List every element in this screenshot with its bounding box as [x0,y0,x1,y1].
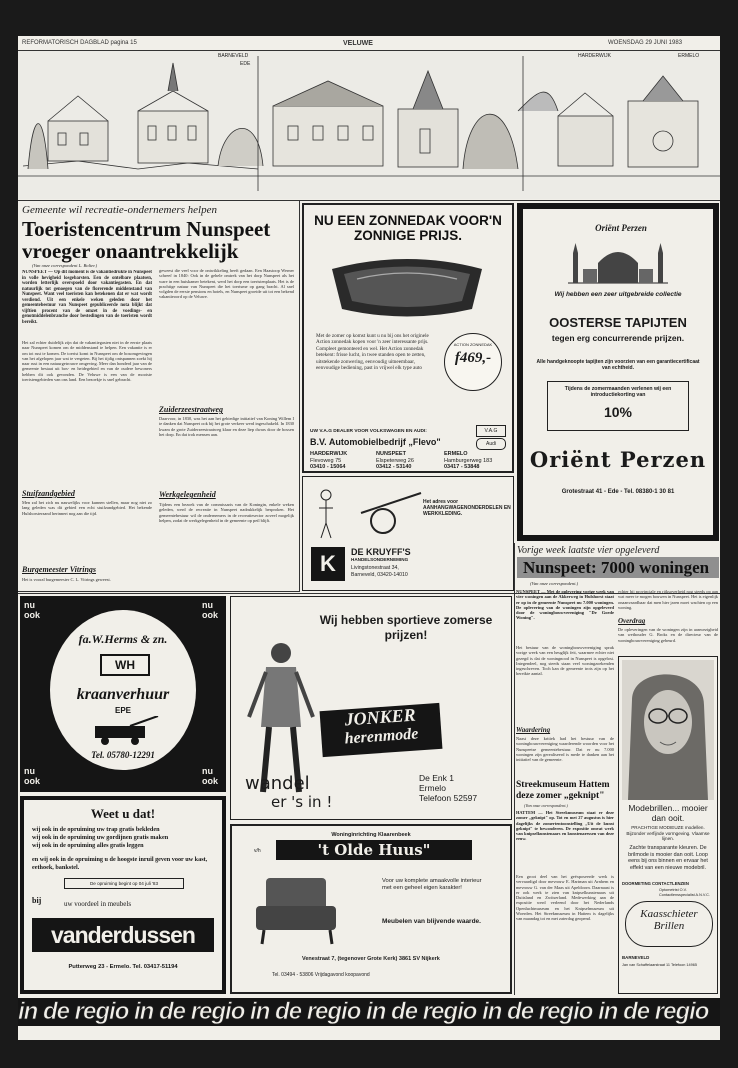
jonker-brand1: JONKER [343,704,417,730]
flevo-body: Met de zomer op komst kunt u nu bij ons het originele Action zonnedak kopen voor 'n zeer interessante prijs. Compleet gemonteerd en wel. Het Action zonnedak betekent: frisse lucht, in twee standen open te zetten, uitstekende zonwering, eenvoudig uitneembaar, eenvoudige bediening, past in vrijwel elk type auto [316,333,429,372]
article1-col1c: Het is vooral burgemeester C. L. Vitrings geweest. [22,577,111,582]
flevo-company: B.V. Automobielbedrijf „Flevo" [310,437,441,447]
trailer-icon [311,483,431,543]
oldehuus-prefix: v/h [254,848,261,854]
article1-subhead-zuiderzee: Zuiderzeestraatweg [159,405,223,414]
price-badge-top: ACTION ZONNEDAK [453,342,493,347]
herms-city: EPE [114,706,131,715]
oldehuus-text2: Meubelen van blijvende waarde. [382,918,481,925]
orient-discount-box [547,381,689,431]
article1-lead: NUNSPEET — Op dit moment is de vakantiedrukte in Nunspeet in volle hevigheid losgebarsten. Een de ontelbare plaatsen, worden letterlijk overspoeld door vakantiegasten. En dat natuurlijk tot genoegen van de florerende middenstand van Nunspeet. Want veel toeristen kan betekenen dat er wat wordt verdiend. Uit een enkele weken geleden door het gemeentebestuur van Nunspeet gepubliceerde nota blijkt dat vijftien procent van de omzet in de voedings- en genotmiddelenbranche door bestedingen van de toeristen wordt bereikt. [22,270,152,325]
article2-col2: echter bij provinciale en rijksoverheid nog steeds op aan wat meer te mogen bouwen in Nunspeet. Het is eigenlijk onaanvaardbaar dat men hier jaren moet wachten op een woning. [618,589,718,610]
ad-vanderdussen [20,796,226,994]
article1-col2b: Daarvoor, in 1830, was het aan het gebiedige initiatief van Koning Willem I te danken dat Nunspeet ook bij het grote verkeer werd ingeschakeld. In 1830 kwam de grote Zuiderzeestraatweg klaar en deze liep dwars door de bossen het dorp. En dat trok mensen aan. [159,416,294,437]
article2-col1b: Naast deze kritiek had het bestuur van de woningbouwvereniging waarderende woorden voor het Nunspeetse gemeentebestuur. Dat er nu 7.000 woningen zijn gerealiseerd is mede te danken aan het initiatief van de gemeente. [516,736,614,763]
sunroof-image [322,249,492,321]
jonker-slogan1: wandel [245,773,310,794]
kaas-headline: Modebrillen... mooier dan ooit. [628,803,708,823]
article3-lead: HATTEM — Het Streekmuseum staat er deze zomer „geknipt" op. Tot en met 27 augustus is hier dagelijks de zomertentoonstelling „Uit de kunst geknipt" te bewonderen. De expositie omvat werk van knipselkunstenaars en kunstenaressen van deze eeuw. [516,810,614,842]
jonker-brand2: herenmode [344,725,419,748]
audi-logo: Audi [476,438,506,450]
kaas-address: Jan van Schaffelaarstraat 11 Telefoon 14965 [622,963,697,967]
dussen-bar: De opruiming begint op 04 juli '83 [64,878,184,889]
illustration-label-4: ERMELO [678,53,700,59]
oldehuus-phone: Tel. 03494 - 53806 Vrijdagavond koopavond [272,972,370,978]
masthead-left: REFORMATORISCH DAGBLAD pagina 15 [22,40,137,46]
price-badge [444,333,502,391]
masthead-center: VELUWE [343,40,373,47]
dussen-headline: Weet u dat! [90,806,156,821]
orient-tagline: Wij hebben een zeer uitgebreide collectie [554,291,682,298]
kaas-city: BARNEVELD [622,955,650,960]
illustration-label-1: BARNEVELD [218,53,249,59]
ad-orient-perzen [517,203,719,541]
veluwe-towns-illustration [18,51,720,199]
article1-col2: geweest die veel voor de ontwikkeling heeft gedaan. Een Haastoop Werner schreef in 1840: Ook in de gehele omtrek van het dorp Nunspeet als het ware in een huiskamer betekent, werd het dorp een toeristenplaats. Het is de prachtige natuur van Nunspeet die het toerisme op gang bracht. Al snel volgden de eerste pensions en hotels, en Nunspeet groeide uit tot een bekend vakantieoord op de Veluwe. [159,268,294,300]
article2-col1: Het bestuur van de woningbouwvereniging sprak vorige week van een heuglijk feit, waarmee echter niet gezegd is dat de woningnood in Nunspeet is opgelost. Integendeel, nog steeds staan veel woningzoekenden ingeschreven. Toch kan de gemeente trots zijn op het bereikte aantal. [516,645,614,677]
kaas-logo [625,901,713,947]
woman-glasses-photo [622,660,714,800]
article1-subhead-burgemeester: Burgemeester Vitrings [22,565,97,574]
orient-discount-intro: Tijdens de zomermaanden verlenen wij een introductiekorting van [564,386,672,399]
article2-headline: Nunspeet: 7000 woningen [523,558,710,577]
orient-main: OOSTERSE TAPIJTEN [549,315,687,330]
oldehuus-brand: 't Olde Huus" [276,840,472,860]
article1-kicker: Gemeente wil recreatie-ondernemers helpen [22,204,217,216]
orient-address: Grotestraat 41 - Ede - Tel. 08380-1 30 81 [561,489,675,495]
dussen-brand: vanderdussen [32,918,214,952]
ad-herms-kraanverhuur [20,596,226,792]
article1-subhead-werk: Werkgelegenheid [159,490,216,499]
dussen-lines [32,826,216,850]
article2-subhead-waardering: Waardering [516,726,551,734]
oldehuus-address: Venestraat 7, (tegenover Grote Kerk) 3861 SV Nijkerk [302,956,440,962]
kaas-brand1: Kaasschieter [640,908,698,920]
vag-logo: V.A.G [476,425,506,437]
herms-phone: Tel. 05780-12291 [91,750,155,760]
herms-logo-top: fa.W.Herms & zn. [78,632,168,646]
flevo-location-1: HARDERWIJK Flevoweg 75 03410 - 15064 [310,451,348,471]
ad-olde-huus [230,824,512,994]
kruyff-subtitle: HANDELSONDERNEMING [351,557,409,562]
article3-body: Een groot deel van het geëxposeerde werk is vervaardigd door mevrouw E. Hartman uit Arnhem en mevrouw G. van der Maas uit Apeldoorn. Daarnaast is er ook werk te zien van knipselkunstenaars uit Duitsland en Zwitserland. Medewerking aan de expositie werd verleend door het Nederlands Openluchtmuseum en het Knipselmuseum uit Woerden. Het Streekmuseum in Hattem is dagelijks van maandag tot en met zaterdag geopend. [516,874,614,922]
crane-truck-icon [90,716,160,746]
article3-byline: (Van onze correspondent.) [524,803,568,808]
newspaper-page [18,36,720,1040]
dussen-service: uw voordeel in meubels [64,900,132,908]
oldehuus-top: Woninginrichting Klaarenbeek [331,832,411,838]
herms-badge: WH [100,654,150,676]
kruyff-street: Livingstonestraat 34, [351,565,399,571]
herms-service: kraanverhuur [76,686,170,703]
article1-byline: (Van onze correspondent L. Bolier.) [32,263,98,268]
dussen-address: Putterweg 23 - Ermelo. Tel. 03417-51194 [68,964,178,970]
ad-kaasschieter [618,656,718,994]
herms-corner-right-bottom: nu ook [202,766,219,786]
oldehuus-text1: Voor uw komplete amaakvolle interieur met een geheel eigen karakter! [382,878,482,891]
jonker-headline: Wij hebben sportieve zomerse prijzen! [319,613,493,642]
masthead-right: WOENSDAG 29 JUNI 1983 [608,40,683,46]
ad-jonker-herenmode [230,596,512,820]
footer-band-text: in de regio in de regio in de regio in de regio in de regio in de regio [18,998,709,1025]
article1-col1: Het zal echter duidelijk zijn dat de vakantiegasten niet in de eerste plaats naar Nunspeet komen om de middenstand te helpen. Een vakantie is er om tot rust te komen. De toerist komt in Nunspeet om de bosomgevingen van het afgelopen jaar wat te vergeten. Bij het tijdig ontspannen zoekt hij naar rust in een natuurgetrouwe omgeving. Meer dan honderd jaar van de gemeente bestaat uit bos- en heidegebied en van de oudere bewoners hebben dit ook gevonden. De Veluwe is een van de mooiste toeristengebieden van ons land. Een bezoekje is snel gebracht. [22,340,152,383]
flevo-location-3: ERMELO Hamburgerweg 183 03417 - 53848 [444,451,493,471]
herms-corner-left: nu ook [24,600,41,620]
armchair-illustration [246,870,356,950]
kaas-label: DOORMETING CONTACTLENZEN [622,881,689,886]
herms-corner-right: nu ook [202,600,219,620]
article1-subhead-stuifzand: Stuifzandgebied [22,489,75,498]
kaas-brand2: Brillen [653,920,685,932]
flevo-location-2: NUNSPEET Elspeterweg 26 03412 - 53140 [376,451,414,471]
ad-flevo-zonnedak [302,203,514,473]
jonker-address: De Enk 1 Ermelo Telefoon 52597 [419,773,478,803]
orient-discount: 10% [603,404,633,420]
mosque-icon [558,235,678,285]
orient-inner [523,209,713,535]
kaas-text: Zachte transparante kleuren. De brilmode is mooier dan ooit. Loop eens bij ons binnen en ervaar het effekt van een nieuwe modebril. [628,845,708,871]
flevo-headline: NU EEN ZONNEDAK VOOR'N ZONNIGE PRIJS. [314,213,502,243]
jonker-logo [320,703,443,757]
kaas-small: Optometrist O.V. Contactlensspecialist A.N.V.C. [659,888,710,897]
kruyff-city: Barneveld, 03420-14010 [351,572,408,578]
article1-headline: Toeristencentrum Nunspeet vroeger onaantrekkelijk [22,217,271,263]
jonker-slogan2: er 's in ! [271,793,333,811]
dussen-line-1: wij ook in de opruiming uw trap gratis bekleden [32,826,160,833]
dussen-line-2: wij ook in de opruiming uw gordijnen gratis maken [32,834,169,841]
article2-lead: NUNSPEET — Met de oplevering vorige week van vier woningen aan de Akkerweg in Hulshorst staat er op in de gemeente Nunspeet nu 7.000 woningen. De oplevering van de woningen zijn opgeleverd door de woningbouwvereniging "De Goede Woning". [516,589,614,621]
article2-headline-bar [517,557,719,578]
illustration-label-3: HARDERWIJK [578,53,611,59]
article2-byline: (Van onze correspondent.) [530,581,579,586]
illustration-label-2: EDE [240,61,251,67]
orient-sub: tegen erg concurrerende prijzen. [551,333,685,343]
dussen-line-4: en wij ook in de opruiming u de hoogste inruil geven voor uw kast, eethoek, bankstel. [32,856,208,871]
orient-logo: Oriënt Perzen [595,223,647,233]
article2-kicker: Vorige week laatste vier opgeleverd [517,545,660,556]
article3-headline: Streekmuseum Hattem deze zomer „geknipt" [516,780,610,801]
article1-col2c: Tijdens een bezoek van de commissaris van de Koningin, enkele weken geleden, werd de recreatie in Nunspeet nadrukkelijk besproken. Het gemeentebestuur wil de ondernemers in de recreatiesector zoveel mogelijk helpen, zodat de werkgelegenheid in de gemeente op peil blijft. [159,502,294,523]
orient-brand: Oriënt Perzen [529,447,707,472]
footer-band [18,998,720,1026]
dussen-line-3: wij ook in de opruiming alles gratis leggen [32,842,144,849]
kruyff-text: Het adres voor AANHANGWAGENONDERDELEN EN WERKKLEDING. [423,499,511,517]
dussen-prefix: bij [32,896,42,905]
flevo-dealer-line: UW V.A.G DEALER VOOR VOLKSWAGEN EN AUDI: [310,429,427,434]
price-badge-value: f469,- [454,350,492,366]
kruyff-logo: K [311,547,345,581]
article2-subhead-overdrag: Overdrag [618,617,646,625]
article1-col1b: Men zal het zich nu nauwelijks voor kunnen stellen, maar nog niet zo lang geleden was dit gebied een echt stuifzandgebied. Het bekende Hulshorsterzand herinnert nog aan die tijd. [22,500,152,516]
kruyff-company: DE KRUYFF'S [351,547,411,557]
ad-kruyff [302,476,514,591]
orient-note: Alle handgeknoopte tapijten zijn voorzien van een garantiecertificaat van echtheid. [536,359,700,371]
article2-col2b: De opleveringen van de woningen zijn in aanwezigheid van wethouder G. Broks en de directeur van de woningbouwvereniging gebeurd. [618,627,718,643]
kaas-sub: PRACHTIGE MODIEUZE modellen. Bijzonder verfijnde vormgeving. Vlaamse lijnen. [626,825,710,842]
herms-corner-left-bottom: nu ook [24,766,41,786]
sketch-illustration [18,51,720,199]
